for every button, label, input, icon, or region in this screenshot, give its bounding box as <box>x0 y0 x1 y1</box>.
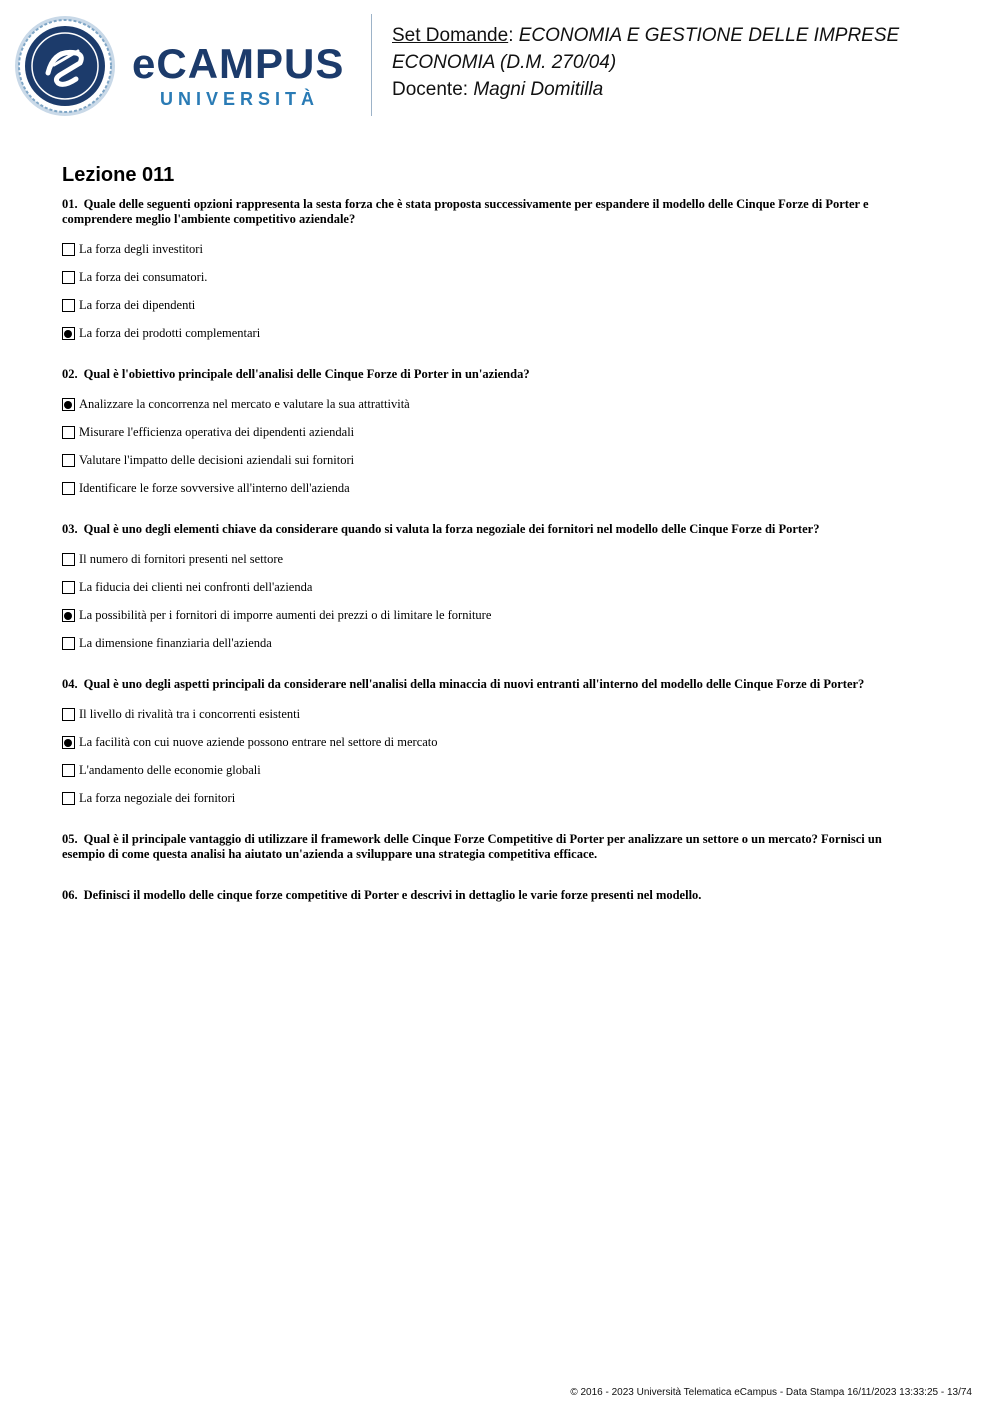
answer-label: La fiducia dei clienti nei confronti dell'azienda <box>79 580 313 594</box>
answer-option[interactable] <box>62 297 902 313</box>
question-5 <box>62 832 902 862</box>
answer-label: La facilità con cui nuove aziende possono entrare nel settore di mercato <box>79 735 438 749</box>
answer-option[interactable] <box>62 396 902 412</box>
answer-option[interactable] <box>62 269 902 285</box>
answer-option[interactable] <box>62 607 902 623</box>
checkbox-icon[interactable] <box>62 243 75 256</box>
answer-option[interactable] <box>62 452 902 468</box>
question-spacer <box>62 341 902 367</box>
answer-option[interactable] <box>62 579 902 595</box>
answer-option[interactable] <box>62 790 902 806</box>
lesson-title: Lezione 011 <box>62 164 175 186</box>
question-number: 05. <box>62 832 78 846</box>
question-body: Qual è l'obiettivo principale dell'analisi delle Cinque Forze di Porter in un'azienda? <box>83 367 530 381</box>
checked-box-icon[interactable] <box>62 736 75 749</box>
answer-label: Valutare l'impatto delle decisioni aziendali sui fornitori <box>79 453 355 467</box>
question-3 <box>62 522 902 651</box>
answer-option[interactable] <box>62 325 902 341</box>
answer-label: La forza dei consumatori. <box>79 270 208 284</box>
question-number: 03. <box>62 522 78 536</box>
set-title-line-2: ECONOMIA (D.M. 270/04) <box>392 52 617 73</box>
question-number: 04. <box>62 677 78 691</box>
page-footer: © 2016 - 2023 Università Telematica eCampus - Data Stampa 16/11/2023 13:33:25 - 13/74 <box>570 1387 972 1398</box>
checkbox-icon[interactable] <box>62 792 75 805</box>
question-spacer <box>62 496 902 522</box>
header-divider <box>371 14 372 116</box>
checkbox-icon[interactable] <box>62 764 75 777</box>
brand-subtitle: UNIVERSITÀ <box>160 89 320 109</box>
answer-option[interactable] <box>62 551 902 567</box>
answer-option[interactable] <box>62 480 902 496</box>
set-label: Set Domande <box>392 25 509 46</box>
answer-label: La dimensione finanziaria dell'azienda <box>79 636 272 650</box>
question-body: Qual è il principale vantaggio di utilizzare il framework delle Cinque Forze Competitive di Porter per analizzare un settore o un mercato? Fornisci un esempio di come questa analisi ha aiutato un'azienda a sviluppare una strategia competitiva efficace. <box>62 832 882 861</box>
question-body: Qual è uno degli elementi chiave da considerare quando si valuta la forza negoziale dei fornitori nel modello delle Cinque Forze di Porter? <box>83 522 820 536</box>
question-number: 06. <box>62 888 78 902</box>
checked-box-icon[interactable] <box>62 398 75 411</box>
question-spacer <box>62 651 902 677</box>
university-seal-icon <box>14 15 116 117</box>
answer-label: Analizzare la concorrenza nel mercato e valutare la sua attrattività <box>79 397 410 411</box>
question-text <box>62 832 902 862</box>
answer-label: La forza negoziale dei fornitori <box>79 791 236 805</box>
question-text <box>62 522 902 537</box>
answer-option[interactable] <box>62 734 902 750</box>
set-info: Set Domande: ECONOMIA E GESTIONE DELLE IMPRESE ECONOMIA (D.M. 270/04) Docente: Magni Domitilla <box>392 25 900 100</box>
checkbox-icon[interactable] <box>62 426 75 439</box>
question-number: 01. <box>62 197 78 211</box>
brand-logo <box>130 40 360 115</box>
answer-label: Misurare l'efficienza operativa dei dipendenti aziendali <box>79 425 355 439</box>
page-header <box>0 0 1000 130</box>
answer-label: La forza dei dipendenti <box>79 298 196 312</box>
question-text <box>62 367 902 382</box>
question-6 <box>62 888 902 903</box>
docente-name: Magni Domitilla <box>473 79 604 100</box>
question-text <box>62 888 902 903</box>
checkbox-icon[interactable] <box>62 454 75 467</box>
checkbox-icon[interactable] <box>62 553 75 566</box>
question-text <box>62 677 902 692</box>
docente-label: Docente <box>392 79 463 100</box>
answer-label: La forza degli investitori <box>79 242 203 256</box>
checkbox-icon[interactable] <box>62 708 75 721</box>
answer-label: Il livello di rivalità tra i concorrenti esistenti <box>79 707 301 721</box>
question-spacer <box>62 862 902 888</box>
answer-label: La forza dei prodotti complementari <box>79 326 261 340</box>
question-body: Definisci il modello delle cinque forze competitive di Porter e descrivi in dettaglio le varie forze presenti nel modello. <box>83 888 702 902</box>
checkbox-icon[interactable] <box>62 581 75 594</box>
question-1 <box>62 197 902 341</box>
question-text <box>62 197 902 227</box>
checkbox-icon[interactable] <box>62 299 75 312</box>
answer-option[interactable] <box>62 424 902 440</box>
checkbox-icon[interactable] <box>62 482 75 495</box>
checked-box-icon[interactable] <box>62 327 75 340</box>
answer-label: La possibilità per i fornitori di imporre aumenti dei prezzi o di limitare le forniture <box>79 608 492 622</box>
answer-label: Identificare le forze sovversive all'interno dell'azienda <box>79 481 350 495</box>
checkbox-icon[interactable] <box>62 637 75 650</box>
set-title: ECONOMIA E GESTIONE DELLE IMPRESE <box>518 25 900 46</box>
checked-box-icon[interactable] <box>62 609 75 622</box>
answer-option[interactable] <box>62 241 902 257</box>
answer-label: Il numero di fornitori presenti nel settore <box>79 552 284 566</box>
question-body: Quale delle seguenti opzioni rappresenta la sesta forza che è stata proposta successivamente per espandere il modello delle Cinque Forze di Porter e comprendere meglio l'ambiente competitivo aziendale? <box>62 197 869 226</box>
question-body: Qual è uno degli aspetti principali da considerare nell'analisi della minaccia di nuovi entranti all'interno del modello delle Cinque Forze di Porter? <box>83 677 865 691</box>
questions-list <box>62 197 902 903</box>
answer-option[interactable] <box>62 706 902 722</box>
checkbox-icon[interactable] <box>62 271 75 284</box>
question-number: 02. <box>62 367 78 381</box>
brand-name: eCAMPUS <box>132 40 345 87</box>
question-4 <box>62 677 902 806</box>
answer-label: L'andamento delle economie globali <box>79 763 261 777</box>
answer-option[interactable] <box>62 762 902 778</box>
question-2 <box>62 367 902 496</box>
question-spacer <box>62 806 902 832</box>
answer-option[interactable] <box>62 635 902 651</box>
